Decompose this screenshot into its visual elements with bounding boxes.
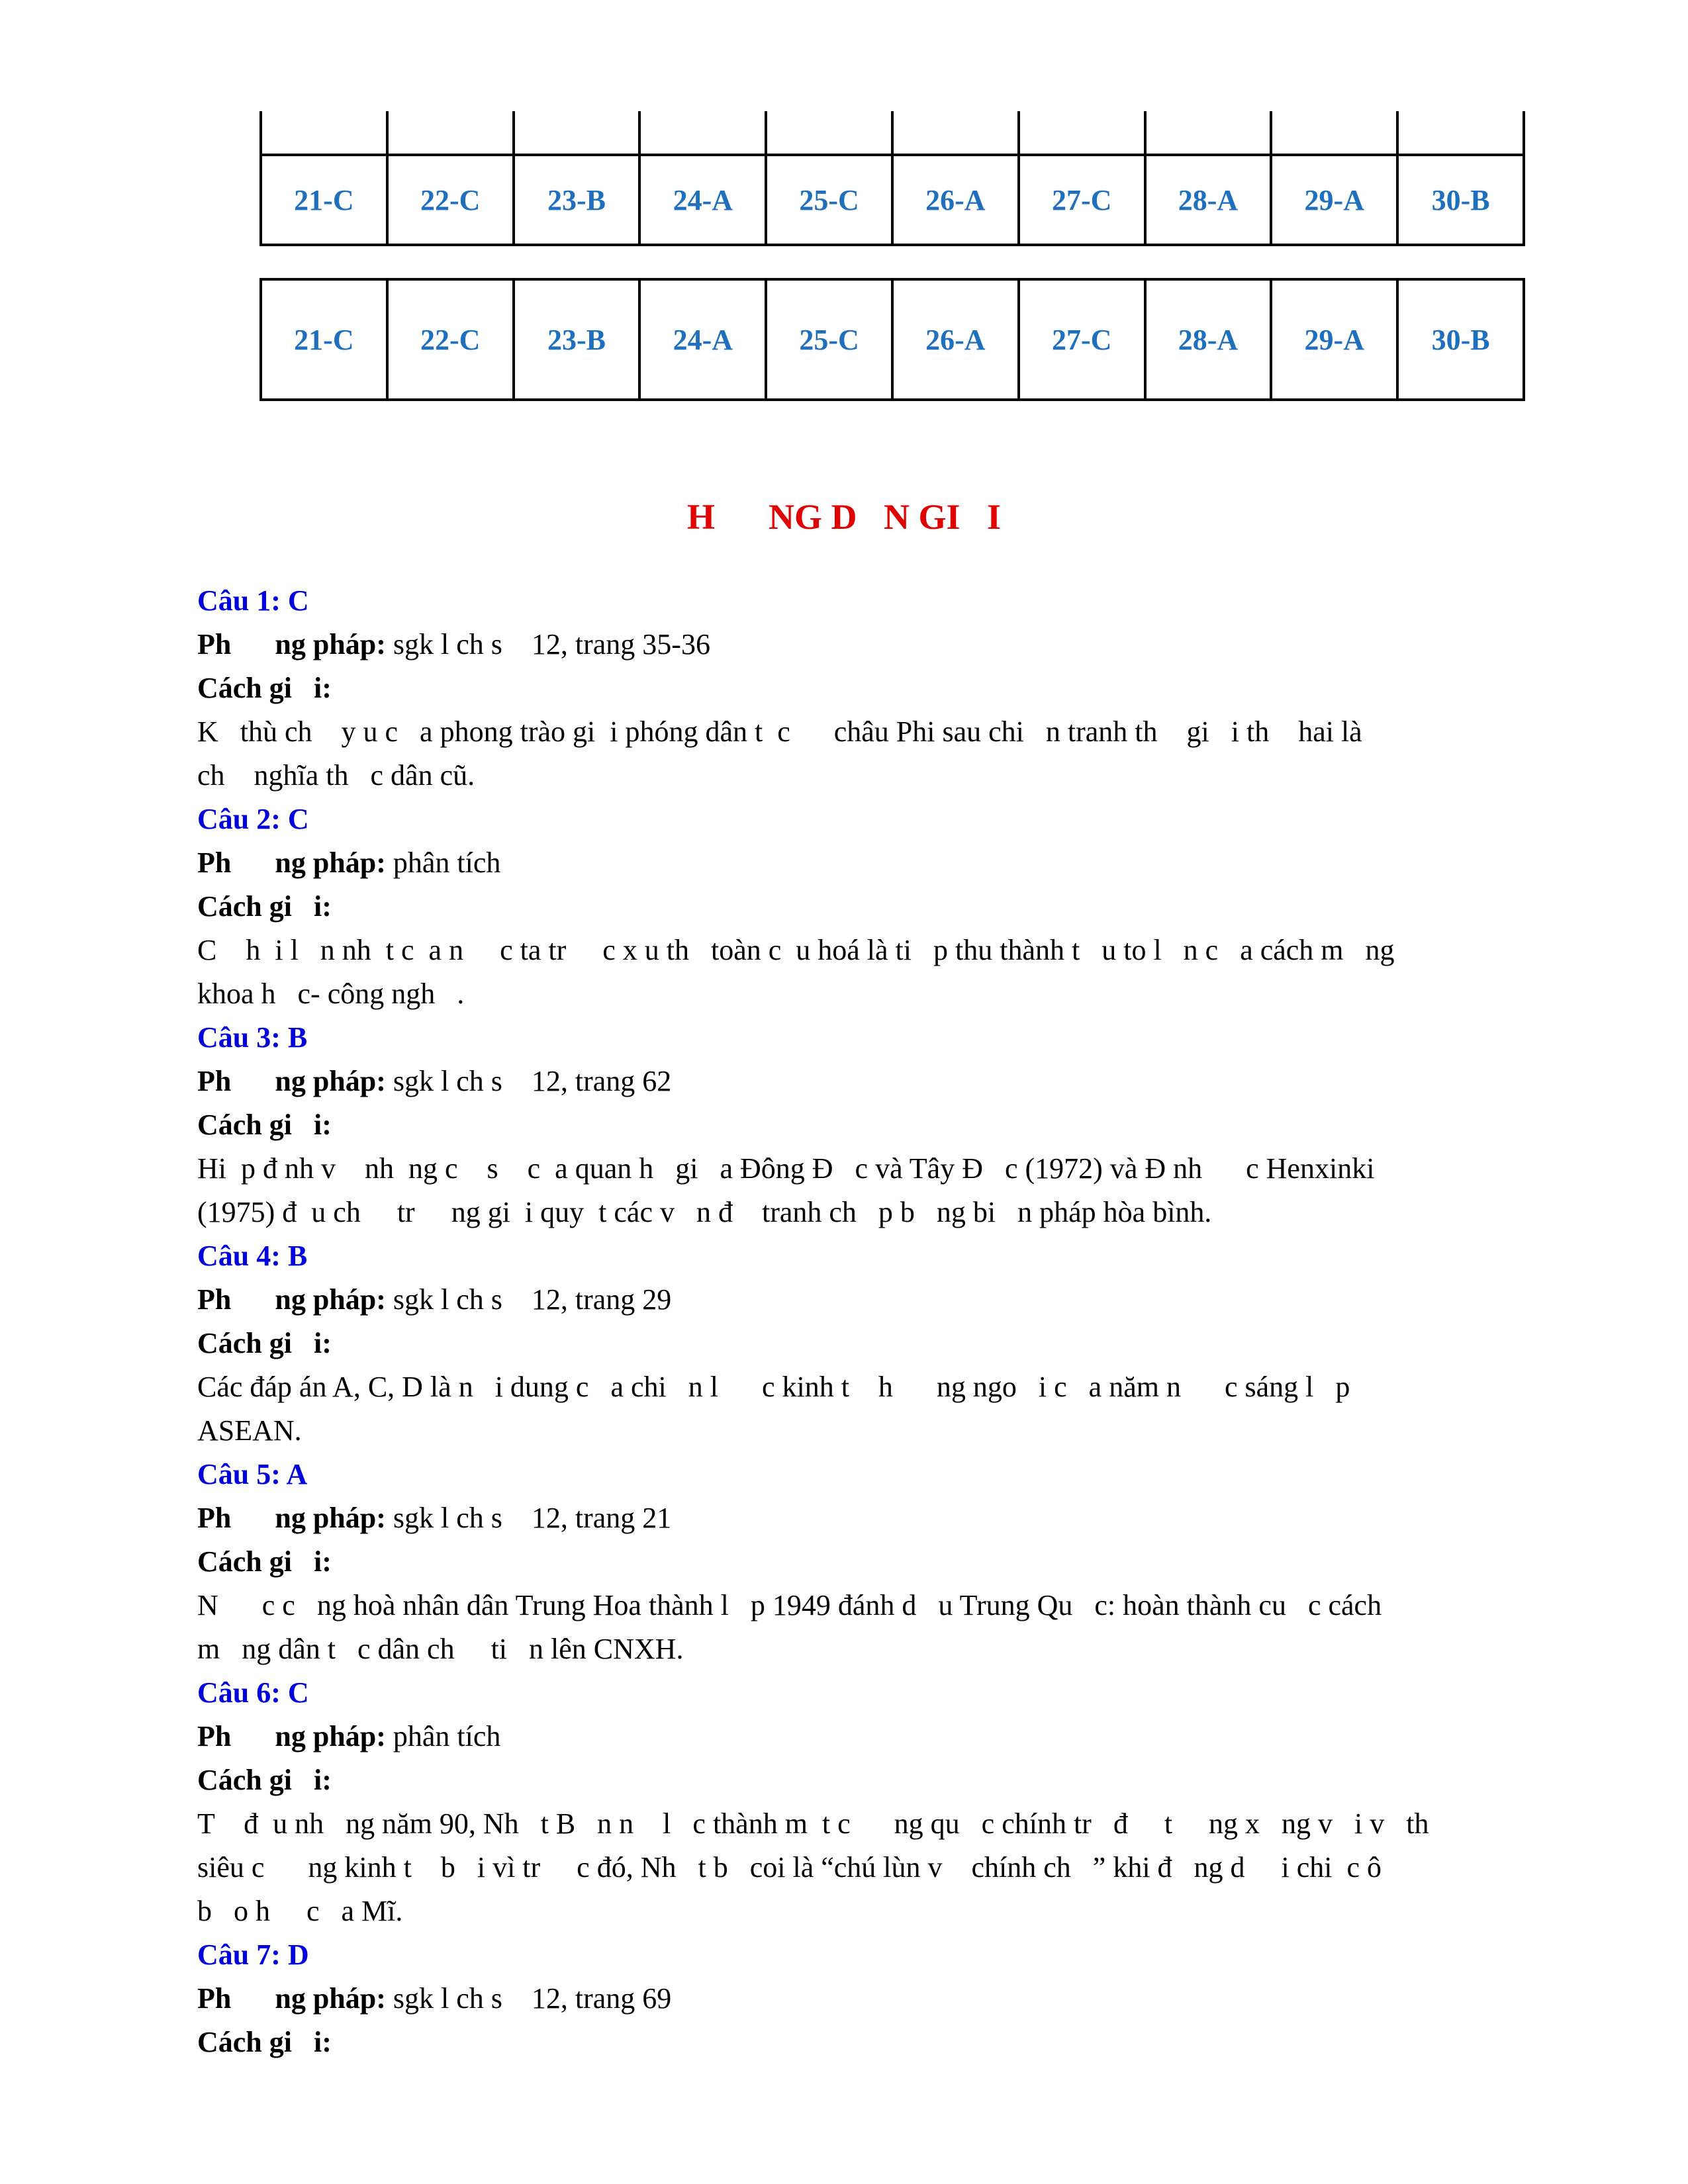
solution-label: Cách gi i:	[197, 1327, 332, 1359]
method-value: sgk l ch s 12, trang 69	[385, 1982, 672, 2015]
question-block	[197, 797, 1495, 1016]
solution-label: Cách gi i:	[197, 1764, 332, 1796]
method-line	[197, 1060, 1495, 1103]
method-label: Ph ng pháp:	[197, 628, 386, 660]
solution-label: Cách gi i:	[197, 1109, 332, 1141]
answer-cell: 22-C	[387, 279, 514, 400]
method-value: sgk l ch s 12, trang 62	[385, 1065, 672, 1097]
answer-cell: 30-B	[1397, 155, 1524, 245]
answer-cell: 24-A	[639, 279, 766, 400]
solution-label: Cách gi i:	[197, 2026, 332, 2058]
answer-cell: 25-C	[766, 155, 892, 245]
answer-cell: 25-C	[766, 279, 892, 400]
solution-text-line: Hi p đ nh v nh ng c s c a quan h gi a Đông Đ c và Tây Đ c (1972) và Đ nh c Henxinki	[197, 1152, 1375, 1185]
solution-text-line: siêu c ng kinh t b i vì tr c đó, Nh t b coi là “chú lùn v chính ch ” khi đ ng d i chi c ô	[197, 1851, 1382, 1884]
question-heading: Câu 6: C	[197, 1676, 309, 1709]
solutions-content	[197, 579, 1495, 2064]
question-block	[197, 1016, 1495, 1234]
page-title: H NG D N GI I	[686, 497, 1002, 537]
solution-text-line: K thù ch y u c a phong trào gi i phóng dân t c châu Phi sau chi n tranh th gi i th hai là	[197, 715, 1362, 748]
solution-text-line: m ng dân t c dân ch ti n lên CNXH.	[197, 1633, 684, 1665]
method-value: sgk l ch s 12, trang 21	[385, 1502, 672, 1534]
question-heading: Câu 1: C	[197, 584, 309, 617]
method-label: Ph ng pháp:	[197, 1720, 386, 1752]
question-block	[197, 1933, 1495, 2064]
question-block	[197, 1234, 1495, 1453]
question-heading: Câu 4: B	[197, 1240, 308, 1272]
method-line	[197, 841, 1495, 885]
method-label: Ph ng pháp:	[197, 1982, 386, 2015]
answer-cell: 27-C	[1019, 279, 1145, 400]
solution-text-line: ASEAN.	[197, 1414, 302, 1447]
solution-label: Cách gi i:	[197, 672, 332, 704]
question-block	[197, 1671, 1495, 1933]
solution-label: Cách gi i:	[197, 1545, 332, 1578]
method-value: phân tích	[385, 1720, 501, 1752]
method-line	[197, 623, 1495, 666]
answer-cell: 26-A	[892, 155, 1019, 245]
answer-table-2	[259, 278, 1525, 401]
answer-table-1	[259, 111, 1525, 246]
question-heading: Câu 2: C	[197, 803, 309, 835]
answer-cell: 23-B	[514, 279, 640, 400]
solution-text-line: (1975) đ u ch tr ng gi i quy t các v n đ tranh ch p b ng bi n pháp hòa bình.	[197, 1196, 1212, 1228]
table-spacer-row	[261, 111, 1524, 155]
answer-cell: 30-B	[1397, 279, 1524, 400]
method-label: Ph ng pháp:	[197, 1065, 386, 1097]
answer-cell: 23-B	[514, 155, 640, 245]
question-heading: Câu 5: A	[197, 1458, 308, 1490]
method-line	[197, 1496, 1495, 1540]
answer-cell: 26-A	[892, 279, 1019, 400]
answer-cell: 28-A	[1145, 279, 1272, 400]
method-line	[197, 1278, 1495, 1322]
solution-text-line: ch nghĩa th c dân cũ.	[197, 759, 475, 792]
question-heading: Câu 3: B	[197, 1021, 308, 1054]
solution-text-line: Các đáp án A, C, D là n i dung c a chi n l c kinh t h ng ngo i c a năm n c sáng l p	[197, 1371, 1350, 1403]
table-row	[261, 155, 1524, 245]
question-block	[197, 1453, 1495, 1671]
solution-text-line: C h i l n nh t c a n c ta tr c x u th toàn c u hoá là ti p thu thành t u to l n c a cách m ng	[197, 934, 1395, 966]
table-row	[261, 279, 1524, 400]
solution-label: Cách gi i:	[197, 890, 332, 923]
method-value: phân tích	[385, 846, 501, 879]
answer-cell: 21-C	[261, 155, 387, 245]
answer-cell: 22-C	[387, 155, 514, 245]
method-value: sgk l ch s 12, trang 35-36	[385, 628, 710, 660]
question-heading: Câu 7: D	[197, 1938, 309, 1971]
answer-cell: 27-C	[1019, 155, 1145, 245]
answer-cell: 21-C	[261, 279, 387, 400]
method-line	[197, 1715, 1495, 1758]
solution-text-line: N c c ng hoà nhân dân Trung Hoa thành l p 1949 đánh d u Trung Qu c: hoàn thành cu c cách	[197, 1589, 1382, 1621]
method-value: sgk l ch s 12, trang 29	[385, 1283, 672, 1316]
method-line	[197, 1977, 1495, 2021]
answer-cell: 29-A	[1271, 155, 1397, 245]
solution-text-line: b o h c a Mĩ.	[197, 1895, 403, 1927]
method-label: Ph ng pháp:	[197, 1283, 386, 1316]
method-label: Ph ng pháp:	[197, 1502, 386, 1534]
solution-text-line: khoa h c- công ngh .	[197, 978, 465, 1010]
question-block	[197, 579, 1495, 797]
method-label: Ph ng pháp:	[197, 846, 386, 879]
answer-cell: 24-A	[639, 155, 766, 245]
solution-text-line: T đ u nh ng năm 90, Nh t B n n l c thành m t c ng qu c chính tr đ t ng x ng v i v th	[197, 1807, 1429, 1840]
answer-cell: 29-A	[1271, 279, 1397, 400]
answer-cell: 28-A	[1145, 155, 1272, 245]
